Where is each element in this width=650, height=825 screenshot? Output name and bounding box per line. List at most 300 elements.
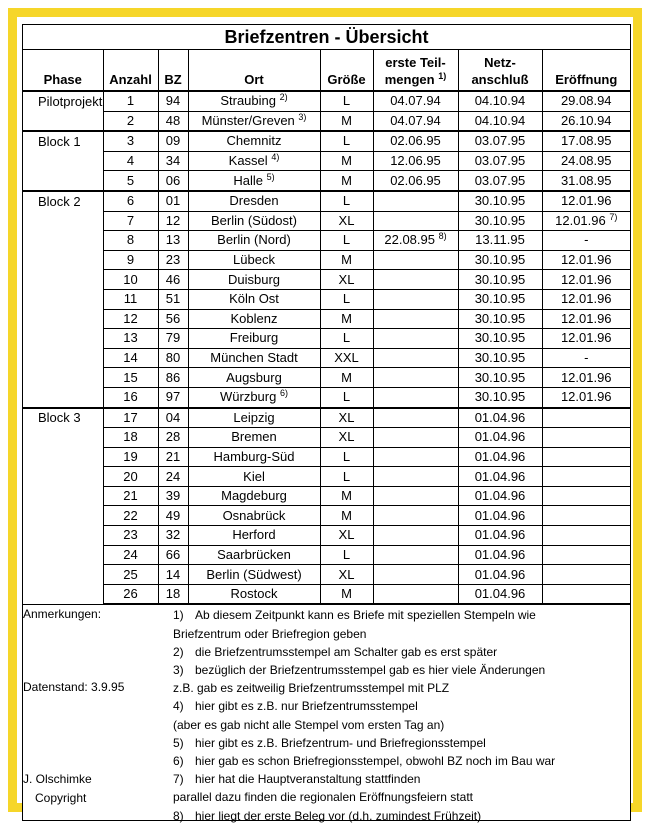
cell-bz <box>158 348 188 368</box>
table-row <box>23 447 630 467</box>
cell-netzanschluss <box>458 486 542 506</box>
cell-ort <box>188 111 320 131</box>
footnote-number: 7) <box>173 772 184 787</box>
header-netz-line2: anschluß <box>471 72 529 87</box>
cell-bz-text: 51 <box>165 291 181 307</box>
footnote-text: bezüglich der Briefzentrumsstempel gab es hier viele Änderungen <box>195 663 546 678</box>
cell-phase <box>23 545 103 565</box>
cell-bz-text: 01 <box>165 193 181 209</box>
cell-netzanschluss <box>458 565 542 585</box>
document <box>22 24 631 821</box>
cell-groesse-text: XXL <box>334 350 359 366</box>
footnotes-list <box>173 606 628 824</box>
cell-bz <box>158 565 188 585</box>
cell-bz <box>158 467 188 487</box>
cell-bz <box>158 526 188 546</box>
table-row <box>23 526 630 546</box>
cell-netzanschluss <box>458 231 542 251</box>
cell-eroeffnung-text: - <box>584 350 589 366</box>
footnote-text: die Briefzentrumsstempel am Schalter gab es erst später <box>195 644 498 659</box>
cell-anzahl <box>103 151 158 171</box>
cell-eroeffnung <box>542 565 630 585</box>
header-erste-line2: mengen <box>384 72 435 87</box>
table-row <box>23 329 630 349</box>
cell-erste-teilmengen <box>373 289 458 309</box>
cell-groesse <box>320 191 373 211</box>
cell-eroeffnung <box>542 387 630 407</box>
cell-bz-text: 06 <box>165 172 181 188</box>
cell-groesse-text: M <box>341 153 352 169</box>
cell-phase <box>23 171 103 191</box>
cell-groesse <box>320 368 373 388</box>
cell-ort-text: Köln Ost <box>229 291 279 307</box>
cell-bz-text: 28 <box>165 429 181 445</box>
footnote-continuation: (aber es gab nicht alle Stempel vom ersten Tag an) <box>173 717 445 732</box>
page-title: Briefzentren - Übersicht <box>23 25 630 50</box>
cell-netzanschluss-text: 30.10.95 <box>474 193 526 209</box>
cell-phase <box>23 467 103 487</box>
footnote-ref: 7) <box>609 211 618 222</box>
cell-bz-text: 23 <box>165 252 181 268</box>
table-row <box>23 545 630 565</box>
cell-ort <box>188 526 320 546</box>
cell-anzahl <box>103 486 158 506</box>
footnote-item <box>173 807 628 825</box>
cell-phase <box>23 447 103 467</box>
cell-phase <box>23 565 103 585</box>
cell-erste-teilmengen <box>373 171 458 191</box>
cell-erste-teilmengen <box>373 506 458 526</box>
cell-ort <box>188 231 320 251</box>
cell-ort-text: Leipzig <box>233 409 275 425</box>
cell-phase <box>23 250 103 270</box>
cell-eroeffnung <box>542 211 630 231</box>
cell-netzanschluss <box>458 171 542 191</box>
cell-eroeffnung-text: 12.01.96 <box>560 310 612 326</box>
cell-phase <box>23 408 103 428</box>
table-row <box>23 428 630 448</box>
cell-ort-text: Münster/Greven <box>201 112 295 128</box>
cell-ort <box>188 486 320 506</box>
cell-phase <box>23 584 103 604</box>
cell-bz-text: 04 <box>165 409 181 425</box>
table-row <box>23 408 630 428</box>
footnote-item <box>173 643 628 661</box>
cell-eroeffnung-text: 26.10.94 <box>560 112 612 128</box>
cell-netzanschluss <box>458 368 542 388</box>
cell-netzanschluss <box>458 289 542 309</box>
cell-anzahl-text: 22 <box>123 507 138 523</box>
cell-phase-text: Block 3 <box>38 410 81 426</box>
cell-phase <box>23 151 103 171</box>
cell-netzanschluss <box>458 408 542 428</box>
cell-phase <box>23 387 103 407</box>
cell-groesse <box>320 250 373 270</box>
table-row <box>23 368 630 388</box>
cell-bz-text: 13 <box>165 232 181 248</box>
cell-erste-teilmengen <box>373 467 458 487</box>
cell-ort <box>188 309 320 329</box>
header-erste-line1: erste Teil- <box>385 55 446 70</box>
cell-groesse-text: XL <box>338 212 355 228</box>
cell-ort-text: Kiel <box>243 468 265 484</box>
cell-bz-text: 18 <box>165 586 181 602</box>
cell-eroeffnung <box>542 584 630 604</box>
cell-groesse <box>320 111 373 131</box>
cell-groesse-text: M <box>341 586 352 602</box>
cell-phase <box>23 211 103 231</box>
cell-anzahl <box>103 526 158 546</box>
cell-groesse-text: L <box>342 93 351 109</box>
cell-bz <box>158 191 188 211</box>
cell-groesse <box>320 526 373 546</box>
footnote-text: hier gibt es z.B. Briefzentrum- und Briefregionsstempel <box>195 735 486 750</box>
cell-netzanschluss-text: 01.04.96 <box>474 468 526 484</box>
footnote-item <box>173 606 628 624</box>
cell-bz <box>158 131 188 151</box>
cell-bz-text: 86 <box>165 369 181 385</box>
cell-phase-text: Block 1 <box>38 133 81 149</box>
cell-bz-text: 32 <box>165 527 181 543</box>
cell-netzanschluss-text: 03.07.95 <box>474 133 526 149</box>
cell-eroeffnung <box>542 486 630 506</box>
cell-erste-teilmengen-text: 12.06.95 <box>390 153 441 169</box>
cell-eroeffnung <box>542 545 630 565</box>
cell-groesse-text: XL <box>338 271 355 287</box>
cell-netzanschluss <box>458 447 542 467</box>
cell-netzanschluss-text: 01.04.96 <box>474 429 526 445</box>
cell-erste-teilmengen <box>373 565 458 585</box>
cell-bz-text: 80 <box>165 350 181 366</box>
cell-bz <box>158 368 188 388</box>
cell-ort-text: Saarbrücken <box>217 546 291 562</box>
cell-netzanschluss-text: 13.11.95 <box>475 232 525 248</box>
cell-bz-text: 79 <box>165 330 181 346</box>
cell-erste-teilmengen <box>373 111 458 131</box>
cell-erste-teilmengen <box>373 191 458 211</box>
cell-anzahl <box>103 408 158 428</box>
cell-anzahl-text: 24 <box>123 546 138 562</box>
cell-ort <box>188 467 320 487</box>
cell-anzahl-text: 20 <box>123 468 138 484</box>
table-row <box>23 111 630 131</box>
cell-groesse-text: XL <box>338 566 355 582</box>
cell-groesse <box>320 91 373 111</box>
cell-bz <box>158 428 188 448</box>
footnote-continuation: parallel dazu finden die regionalen Eröffnungsfeiern statt <box>173 790 473 805</box>
cell-erste-teilmengen <box>373 526 458 546</box>
cell-ort-text: Hamburg-Süd <box>213 448 295 464</box>
footnote-ref: 6) <box>279 388 288 399</box>
cell-phase <box>23 526 103 546</box>
cell-anzahl <box>103 565 158 585</box>
cell-groesse-text: L <box>342 291 351 307</box>
cell-anzahl-text: 8 <box>126 232 135 248</box>
footnote-text: hier gab es schon Briefregionsstempel, obwohl BZ noch im Bau war <box>195 754 556 769</box>
cell-eroeffnung-text: 17.08.95 <box>560 133 612 149</box>
cell-erste-teilmengen <box>373 387 458 407</box>
cell-eroeffnung <box>542 289 630 309</box>
cell-bz-text: 46 <box>165 271 181 287</box>
cell-ort <box>188 91 320 111</box>
cell-bz-text: 14 <box>165 566 181 582</box>
cell-anzahl <box>103 171 158 191</box>
cell-ort-text: Koblenz <box>230 310 278 326</box>
cell-groesse <box>320 506 373 526</box>
cell-phase <box>23 309 103 329</box>
briefzentren-table <box>23 50 630 604</box>
footnote-item <box>173 752 628 770</box>
cell-eroeffnung <box>542 506 630 526</box>
cell-ort <box>188 289 320 309</box>
cell-eroeffnung <box>542 467 630 487</box>
cell-anzahl-text: 13 <box>123 330 138 346</box>
cell-erste-teilmengen <box>373 231 458 251</box>
cell-ort <box>188 171 320 191</box>
cell-anzahl <box>103 191 158 211</box>
cell-eroeffnung <box>542 231 630 251</box>
cell-netzanschluss-text: 30.10.95 <box>474 212 526 228</box>
cell-groesse-text: M <box>341 369 352 385</box>
cell-anzahl <box>103 131 158 151</box>
cell-bz-text: 24 <box>165 468 181 484</box>
cell-groesse <box>320 131 373 151</box>
cell-ort-text: Berlin (Nord) <box>217 232 291 248</box>
cell-groesse-text: L <box>342 389 351 405</box>
cell-bz-text: 94 <box>165 93 181 109</box>
cell-erste-teilmengen <box>373 408 458 428</box>
cell-netzanschluss <box>458 467 542 487</box>
cell-eroeffnung <box>542 329 630 349</box>
cell-eroeffnung <box>542 171 630 191</box>
cell-bz <box>158 447 188 467</box>
cell-groesse-text: M <box>341 488 352 504</box>
cell-anzahl <box>103 289 158 309</box>
cell-bz <box>158 289 188 309</box>
cell-netzanschluss-text: 30.10.95 <box>474 271 526 287</box>
cell-groesse-text: M <box>341 310 352 326</box>
cell-ort-text: Lübeck <box>233 252 275 268</box>
cell-bz <box>158 506 188 526</box>
cell-anzahl-text: 14 <box>123 350 138 366</box>
cell-ort-text: Rostock <box>230 586 278 602</box>
header-phase: Phase <box>23 50 103 91</box>
footnote-item <box>173 734 628 752</box>
cell-eroeffnung <box>542 428 630 448</box>
table-row <box>23 211 630 231</box>
cell-eroeffnung-text: 29.08.94 <box>560 93 612 109</box>
cell-eroeffnung-text: 12.01.96 <box>560 291 612 307</box>
cell-erste-teilmengen <box>373 428 458 448</box>
cell-groesse <box>320 387 373 407</box>
cell-netzanschluss <box>458 387 542 407</box>
cell-anzahl-text: 21 <box>123 488 138 504</box>
cell-phase-text: Pilotprojekt <box>38 93 103 109</box>
cell-anzahl-text: 18 <box>123 429 138 445</box>
footnote-number: 3) <box>173 663 184 678</box>
cell-phase <box>23 506 103 526</box>
cell-netzanschluss <box>458 309 542 329</box>
cell-netzanschluss-text: 30.10.95 <box>474 350 526 366</box>
cell-bz <box>158 231 188 251</box>
cell-groesse-text: L <box>342 133 351 149</box>
cell-anzahl-text: 9 <box>126 252 135 268</box>
cell-ort <box>188 565 320 585</box>
table-row <box>23 348 630 368</box>
cell-ort <box>188 387 320 407</box>
cell-anzahl-text: 1 <box>126 93 135 109</box>
cell-erste-teilmengen <box>373 309 458 329</box>
table-row <box>23 584 630 604</box>
cell-netzanschluss-text: 04.10.94 <box>474 112 526 128</box>
footnote-item <box>173 697 628 715</box>
cell-phase <box>23 368 103 388</box>
header-bz: BZ <box>158 50 188 91</box>
footnote-number: 2) <box>173 644 184 659</box>
cell-anzahl-text: 23 <box>123 527 138 543</box>
cell-groesse <box>320 348 373 368</box>
copyright-label: Copyright <box>35 791 87 806</box>
cell-ort-text: Chemnitz <box>226 133 282 149</box>
cell-ort <box>188 131 320 151</box>
cell-groesse-text: XL <box>338 409 355 425</box>
cell-groesse-text: M <box>341 252 352 268</box>
cell-netzanschluss <box>458 211 542 231</box>
table-row <box>23 387 630 407</box>
table-row <box>23 565 630 585</box>
cell-netzanschluss <box>458 151 542 171</box>
cell-ort <box>188 368 320 388</box>
cell-groesse-text: M <box>341 172 352 188</box>
cell-ort-text: Straubing <box>220 93 276 109</box>
cell-ort-text: Würzburg <box>220 389 277 405</box>
footnote-text: Ab diesem Zeitpunkt kann es Briefe mit speziellen Stempeln wie <box>195 608 536 623</box>
cell-anzahl-text: 5 <box>126 172 135 188</box>
cell-eroeffnung <box>542 309 630 329</box>
cell-anzahl-text: 11 <box>123 291 138 307</box>
cell-erste-teilmengen-text: 02.06.95 <box>390 172 441 188</box>
cell-erste-teilmengen <box>373 486 458 506</box>
cell-anzahl-text: 15 <box>123 369 138 385</box>
cell-groesse <box>320 486 373 506</box>
cell-erste-teilmengen-text: 02.06.95 <box>390 133 441 149</box>
footnote-number: 8) <box>173 808 184 823</box>
cell-erste-teilmengen <box>373 368 458 388</box>
footnote-ref: 8) <box>438 231 447 242</box>
cell-eroeffnung-text: 12.01.96 <box>555 212 606 228</box>
footnote-number: 6) <box>173 754 184 769</box>
footnote-continuation: z.B. gab es zeitweilig Briefzentrumsstempel mit PLZ <box>173 681 450 696</box>
cell-anzahl-text: 19 <box>123 448 138 464</box>
footnote-ref: 2) <box>279 92 288 103</box>
cell-groesse-text: L <box>342 330 351 346</box>
cell-eroeffnung-text: 24.08.95 <box>560 153 612 169</box>
cell-groesse-text: L <box>342 546 351 562</box>
cell-anzahl <box>103 250 158 270</box>
cell-anzahl-text: 25 <box>123 566 138 582</box>
cell-groesse-text: M <box>341 507 352 523</box>
table-row <box>23 191 630 211</box>
cell-groesse <box>320 231 373 251</box>
cell-eroeffnung-text: 12.01.96 <box>560 252 612 268</box>
cell-groesse-text: L <box>342 448 351 464</box>
cell-groesse <box>320 171 373 191</box>
cell-ort-text: Kassel <box>228 153 268 169</box>
cell-phase <box>23 486 103 506</box>
cell-ort-text: Bremen <box>231 429 277 445</box>
cell-erste-teilmengen <box>373 584 458 604</box>
cell-anzahl-text: 4 <box>126 153 135 169</box>
cell-netzanschluss-text: 01.04.96 <box>474 488 526 504</box>
cell-bz-text: 09 <box>165 133 181 149</box>
table-row <box>23 289 630 309</box>
cell-groesse <box>320 151 373 171</box>
cell-ort <box>188 408 320 428</box>
datenstand-label: Datenstand: 3.9.95 <box>23 680 125 695</box>
cell-ort <box>188 191 320 211</box>
cell-phase <box>23 191 103 211</box>
footnote-ref: 3) <box>298 111 307 122</box>
cell-anzahl-text: 2 <box>126 112 135 128</box>
cell-netzanschluss <box>458 91 542 111</box>
cell-bz-text: 49 <box>165 507 181 523</box>
cell-groesse-text: M <box>341 112 352 128</box>
cell-groesse <box>320 584 373 604</box>
cell-eroeffnung <box>542 368 630 388</box>
cell-anzahl-text: 3 <box>126 133 135 149</box>
cell-netzanschluss <box>458 270 542 290</box>
cell-anzahl <box>103 506 158 526</box>
cell-eroeffnung <box>542 250 630 270</box>
cell-ort-text: Berlin (Südwest) <box>206 566 302 582</box>
cell-erste-teilmengen-text: 04.07.94 <box>390 93 441 109</box>
cell-bz-text: 97 <box>165 389 181 405</box>
cell-ort-text: Herford <box>232 527 276 543</box>
cell-eroeffnung-text: - <box>584 232 589 248</box>
cell-netzanschluss-text: 01.04.96 <box>474 546 526 562</box>
cell-bz <box>158 486 188 506</box>
cell-anzahl <box>103 348 158 368</box>
header-anzahl: Anzahl <box>103 50 158 91</box>
cell-netzanschluss-text: 30.10.95 <box>474 389 526 405</box>
table-row <box>23 309 630 329</box>
anmerkungen-label: Anmerkungen: <box>23 607 102 622</box>
cell-bz <box>158 584 188 604</box>
cell-ort <box>188 348 320 368</box>
cell-netzanschluss-text: 01.04.96 <box>474 527 526 543</box>
cell-groesse <box>320 428 373 448</box>
cell-netzanschluss-text: 30.10.95 <box>474 310 526 326</box>
cell-phase <box>23 329 103 349</box>
notes-section <box>23 604 630 823</box>
table-row <box>23 486 630 506</box>
cell-netzanschluss <box>458 131 542 151</box>
cell-ort-text: Dresden <box>229 193 279 209</box>
cell-eroeffnung <box>542 270 630 290</box>
footnote-item <box>173 661 628 679</box>
cell-eroeffnung-text: 12.01.96 <box>560 389 612 405</box>
cell-netzanschluss <box>458 428 542 448</box>
cell-erste-teilmengen <box>373 91 458 111</box>
cell-ort-text: Berlin (Südost) <box>211 212 297 228</box>
cell-erste-teilmengen <box>373 131 458 151</box>
cell-netzanschluss <box>458 506 542 526</box>
cell-phase <box>23 428 103 448</box>
cell-eroeffnung <box>542 131 630 151</box>
cell-ort <box>188 428 320 448</box>
cell-groesse <box>320 447 373 467</box>
cell-eroeffnung <box>542 408 630 428</box>
